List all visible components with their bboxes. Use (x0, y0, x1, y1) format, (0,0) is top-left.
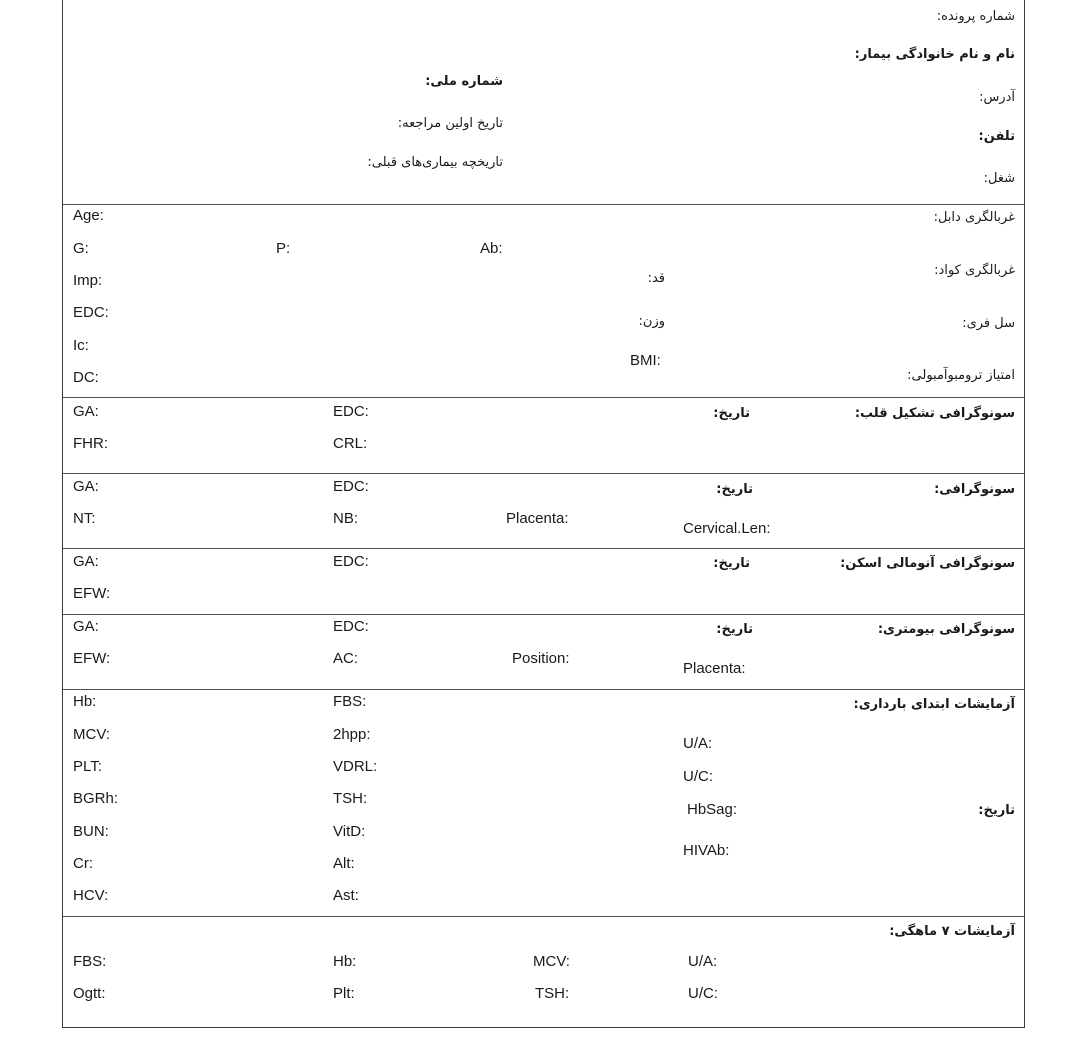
lab-item: VDRL: (333, 758, 378, 775)
sono-title: سونوگرافی: (934, 482, 1015, 497)
lab-item: 2hpp: (333, 726, 371, 743)
lab-item: Alt: (333, 855, 355, 872)
sono-biometry-efw-label: EFW: (73, 650, 111, 667)
lab-item: U/C: (683, 768, 713, 785)
prenatal-record-form (62, 0, 1025, 1028)
lab-7m-ogtt-label: Ogtt: (73, 985, 106, 1002)
bmi-label: BMI: (630, 352, 661, 369)
sono-date-label: تاریخ: (716, 482, 753, 497)
sono-anomaly-edc-label: EDC: (333, 553, 369, 570)
sono-cervical-length-label: Cervical.Len: (683, 520, 771, 537)
sono-biometry-ac-label: AC: (333, 650, 359, 667)
edc-label: EDC: (73, 304, 109, 321)
sono-ga-label: GA: (73, 478, 99, 495)
sono-biometry-date-label: تاریخ: (716, 622, 753, 637)
sono-heart-date-label: تاریخ: (713, 406, 750, 421)
lab-item: Ast: (333, 887, 359, 904)
sono-nb-label: NB: (333, 510, 359, 527)
lab-7m-ua-label: U/A: (688, 953, 718, 970)
age-label: Age: (73, 207, 104, 224)
job-label: شغل: (983, 171, 1015, 186)
national-id-label: شماره ملی: (425, 74, 503, 89)
lab-item: Hb: (73, 693, 97, 710)
lab-7m-mcv-label: MCV: (533, 953, 570, 970)
lab-7m-uc-label: U/C: (688, 985, 718, 1002)
sono-anomaly-title: سونوگرافی آنومالی اسکن: (840, 556, 1015, 571)
cell-free-label: سل فری: (962, 316, 1015, 331)
weight-label: وزن: (638, 314, 665, 329)
sono-nt-label: NT: (73, 510, 96, 527)
lab-item: TSH: (333, 790, 368, 807)
patient-name-label: نام و نام خانوادگی بیمار: (854, 47, 1015, 62)
lab-7m-plt-label: Plt: (333, 985, 355, 1002)
sono-heart-crl-label: CRL: (333, 435, 368, 452)
first-visit-date-label: تاریخ اولین مراجعه: (397, 116, 503, 131)
lab-item: VitD: (333, 823, 366, 840)
imp-label: Imp: (73, 272, 103, 289)
sono-heart-ga-label: GA: (73, 403, 99, 420)
lab-item: HbSag: (687, 801, 738, 818)
lab-item: BUN: (73, 823, 109, 840)
lab-item: FBS: (333, 693, 367, 710)
gravida-label: G: (73, 240, 89, 257)
lab-item: HCV: (73, 887, 109, 904)
section-divider (63, 473, 1024, 474)
labs-7month-title: آزمایشات ۷ ماهگی: (889, 924, 1015, 939)
labs-initial-title: آزمایشات ابتدای بارداری: (853, 697, 1015, 712)
quad-screening-label: غربالگری کواد: (934, 263, 1015, 278)
dual-screening-label: غربالگری دابل: (933, 210, 1015, 225)
thromboembolism-score-label: امتیاز ترومبوآمبولی: (907, 368, 1015, 383)
labs-initial-date-label: تاریخ: (978, 803, 1015, 818)
sono-biometry-position-label: Position: (512, 650, 570, 667)
para-label: P: (276, 240, 291, 257)
sono-biometry-edc-label: EDC: (333, 618, 369, 635)
lab-item: HIVAb: (683, 842, 730, 859)
past-history-label: تاریخچه بیماری‌های قبلی: (367, 155, 503, 170)
section-divider (63, 916, 1024, 917)
sono-biometry-placenta-label: Placenta: (683, 660, 746, 677)
sono-heart-edc-label: EDC: (333, 403, 369, 420)
file-number-label: شماره پرونده: (936, 9, 1015, 24)
address-label: آدرس: (979, 90, 1015, 105)
lab-item: MCV: (73, 726, 110, 743)
sono-heart-fhr-label: FHR: (73, 435, 108, 452)
section-divider (63, 548, 1024, 549)
sono-anomaly-ga-label: GA: (73, 553, 99, 570)
section-divider (63, 204, 1024, 205)
sono-biometry-title: سونوگرافی بیومتری: (877, 622, 1015, 637)
lab-item: U/A: (683, 735, 713, 752)
sono-anomaly-date-label: تاریخ: (713, 556, 750, 571)
lab-item: BGRh: (73, 790, 119, 807)
sono-placenta-label: Placenta: (506, 510, 569, 527)
sono-heart-title: سونوگرافی تشکیل قلب: (854, 406, 1015, 421)
dc-label: DC: (73, 369, 99, 386)
lab-7m-fbs-label: FBS: (73, 953, 107, 970)
lab-7m-tsh-label: TSH: (535, 985, 570, 1002)
lab-item: Cr: (73, 855, 93, 872)
lab-item: PLT: (73, 758, 102, 775)
sono-biometry-ga-label: GA: (73, 618, 99, 635)
ic-label: Ic: (73, 337, 89, 354)
section-divider (63, 689, 1024, 690)
sono-edc-label: EDC: (333, 478, 369, 495)
abortion-label: Ab: (480, 240, 503, 257)
sono-anomaly-efw-label: EFW: (73, 585, 111, 602)
height-label: قد: (647, 271, 665, 286)
section-divider (63, 397, 1024, 398)
phone-label: تلفن: (978, 129, 1015, 144)
lab-7m-hb-label: Hb: (333, 953, 357, 970)
section-divider (63, 614, 1024, 615)
